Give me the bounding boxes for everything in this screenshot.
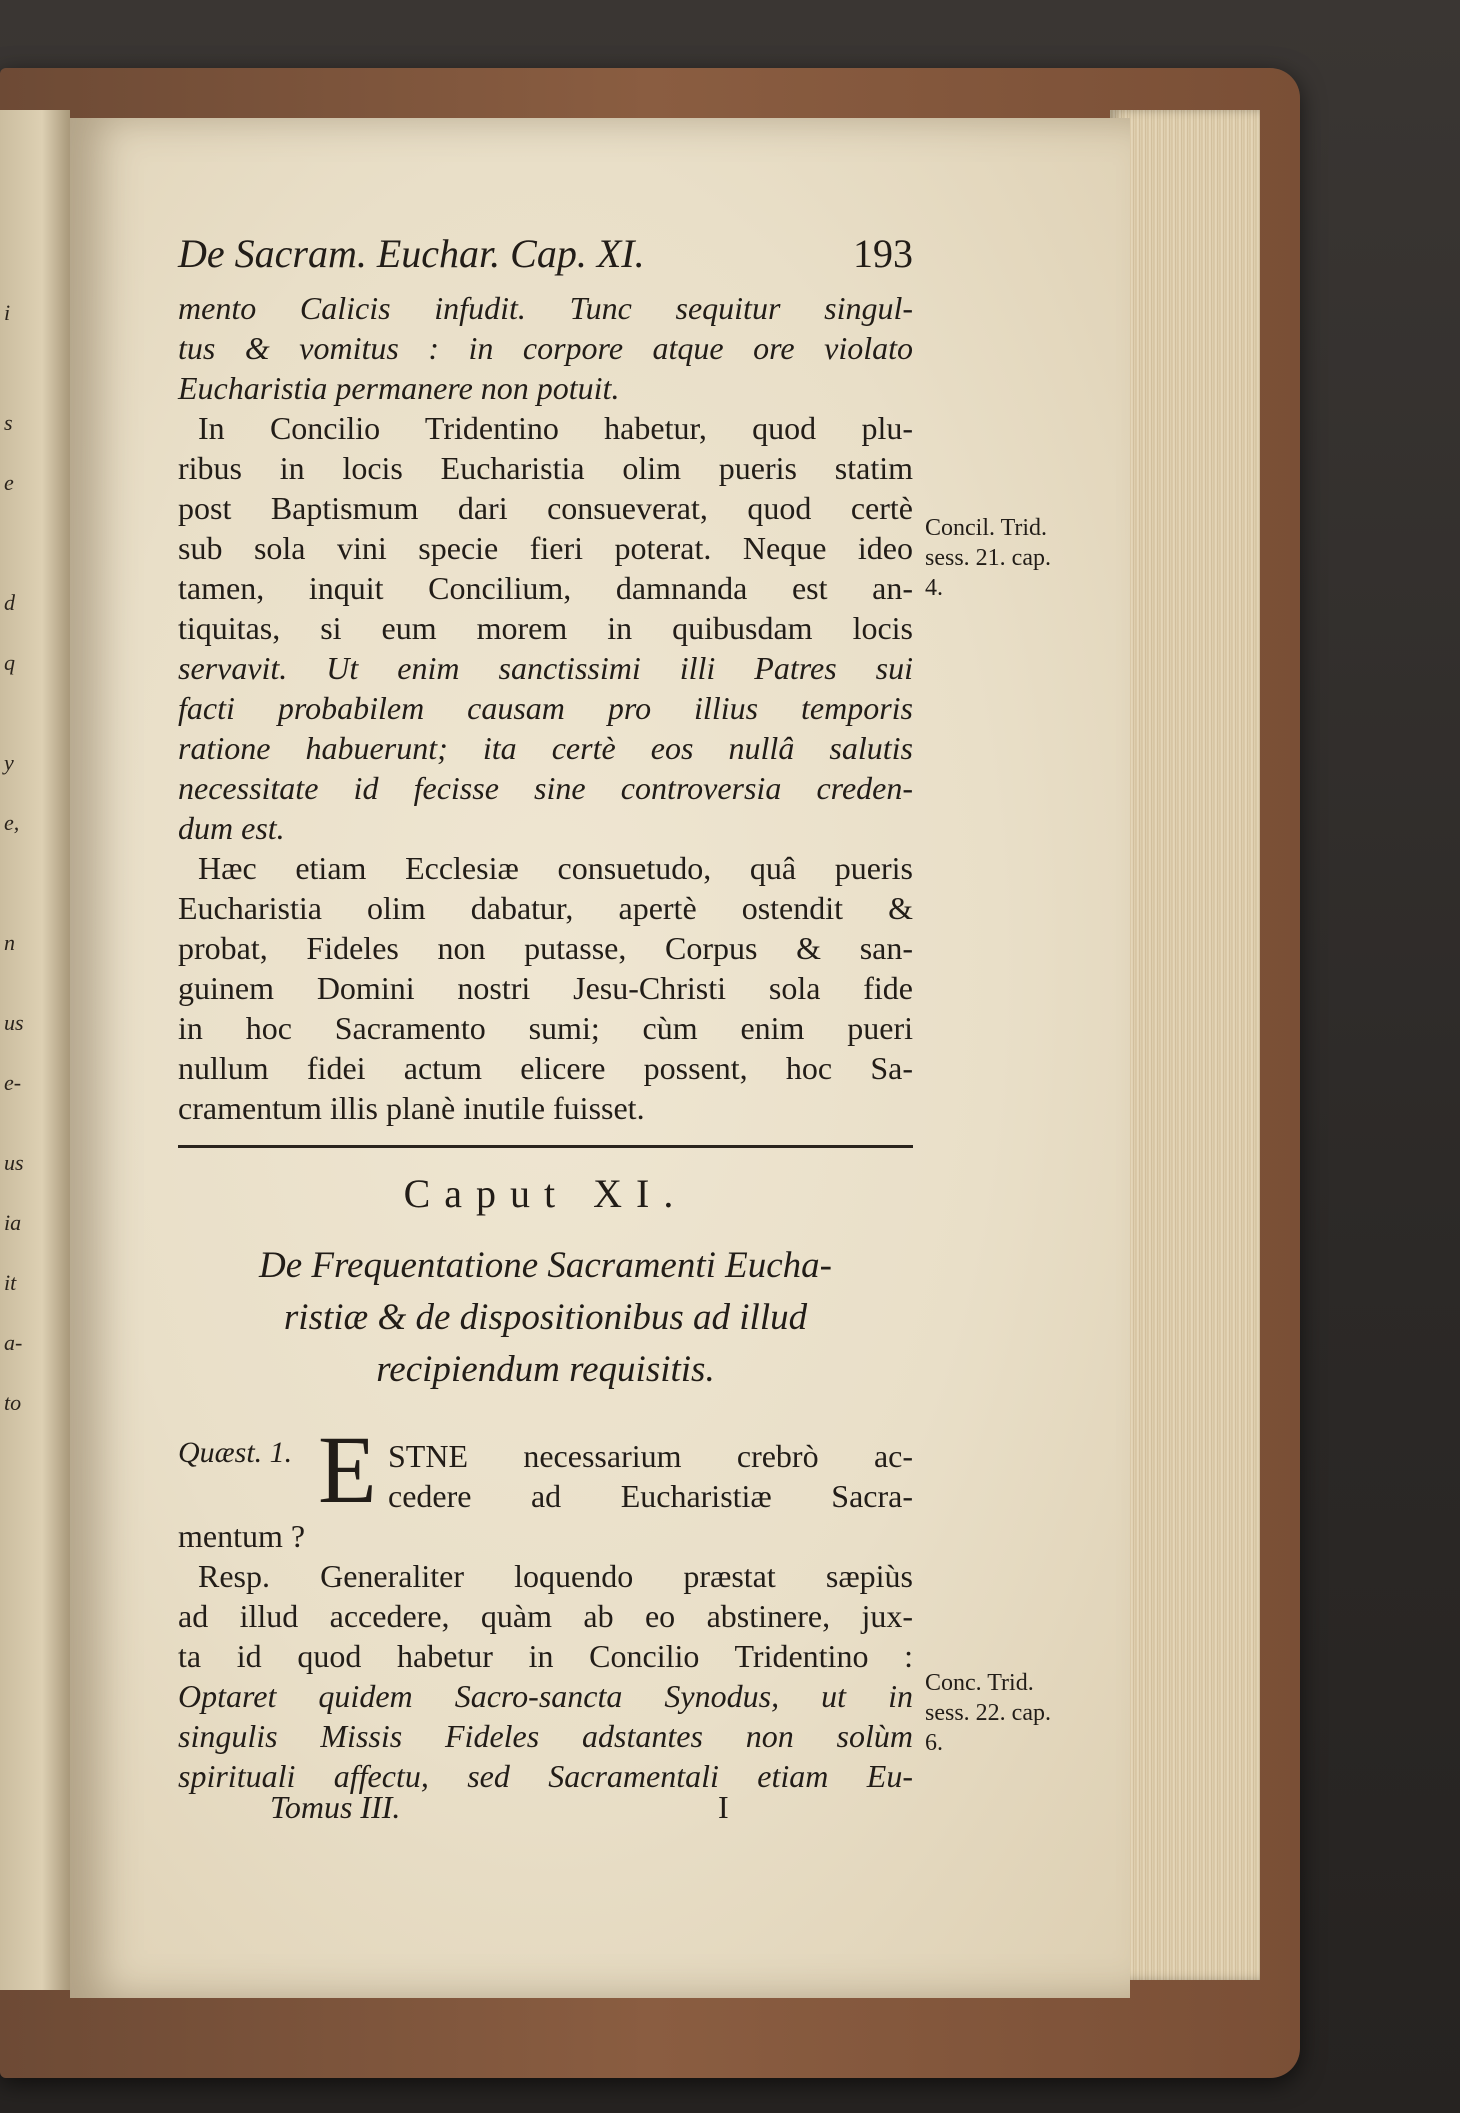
question-line: STNE necessarium crebrò ac- [388, 1438, 913, 1474]
margin-note-line: 4. [925, 575, 943, 601]
text-line: mento Calicis infudit. Tunc sequitur singul- [178, 290, 913, 326]
left-page-fragment: us [4, 1150, 24, 1175]
left-page-fragment: e [4, 470, 14, 495]
left-page-fragment: e- [4, 1070, 22, 1095]
left-page-fragment: y [4, 750, 14, 775]
text-line: singulis Missis Fideles adstantes non solùm [178, 1718, 913, 1754]
left-page-fragment: e, [4, 810, 20, 835]
question-line: mentum ? [178, 1518, 306, 1554]
chapter-title-line: recipiendum requisitis. [376, 1349, 715, 1390]
text-line: Resp. Generaliter loquendo præstat sæpiùs [198, 1558, 913, 1594]
chapter-title-line: ristiæ & de dispositionibus ad illud [283, 1297, 808, 1338]
left-page-fragment: i [4, 300, 11, 325]
question-line: cedere ad Eucharistiæ Sacra- [388, 1478, 913, 1514]
text-line: Optaret quidem Sacro-sancta Synodus, ut in [178, 1678, 913, 1714]
text-line: cramentum illis planè inutile fuisset. [178, 1090, 645, 1126]
text-line: dum est. [178, 810, 285, 846]
text-line: probat, Fideles non putasse, Corpus & san- [178, 930, 913, 966]
text-line: sub sola vini specie fieri poterat. Neque ideo [178, 530, 913, 566]
text-line: facti probabilem causam pro illius temporis [178, 690, 913, 726]
margin-note-line: sess. 21. cap. [925, 545, 1051, 571]
left-page-fragment: it [4, 1270, 17, 1295]
running-head [178, 230, 913, 277]
page-number: 193 [853, 231, 913, 276]
left-page-fragment: ia [4, 1210, 22, 1235]
section-rule [178, 1145, 913, 1148]
text-line: necessitate id fecisse sine controversia creden- [178, 770, 913, 806]
text-line: tamen, inquit Concilium, damnanda est an- [178, 570, 913, 606]
margin-note-line: 6. [925, 1730, 943, 1756]
text-line: In Concilio Tridentino habetur, quod plu- [198, 410, 913, 446]
text-line: ribus in locis Eucharistia olim pueris statim [178, 450, 913, 486]
text-line: Eucharistia permanere non potuit. [178, 370, 620, 406]
text-line: Hæc etiam Ecclesiæ consuetudo, quâ pueris [198, 850, 913, 886]
left-page-fragment: to [4, 1390, 22, 1415]
margin-note-concil [925, 513, 1051, 603]
text-line: ta id quod habetur in Concilio Tridentino : [178, 1638, 913, 1674]
margin-note-line: Concil. Trid. [925, 515, 1048, 541]
text-line: ratione habuerunt; ita certè eos nullâ salutis [178, 730, 913, 766]
text-line: post Baptismum dari consueverat, quod certè [178, 490, 913, 526]
left-page-fragment: us [4, 1010, 24, 1035]
text-line: tus & vomitus : in corpore atque ore violato [178, 330, 913, 366]
margin-note-conc [925, 1668, 1051, 1758]
text-line: in hoc Sacramento sumi; cùm enim pueri [178, 1010, 913, 1046]
left-page-fragment: d [4, 590, 15, 615]
left-page-fragment: a- [4, 1330, 23, 1355]
text-line: nullum fidei actum elicere possent, hoc Sa- [178, 1050, 913, 1086]
question-label: Quæst. 1. [178, 1436, 293, 1469]
running-head-title: De Sacram. Euchar. Cap. XI. [178, 231, 645, 276]
left-page-fragment: q [4, 650, 15, 675]
text-line: spirituali affectu, sed Sacramentali etiam Eu- [178, 1758, 913, 1794]
page-fore-edge [1110, 110, 1260, 1980]
footer-signature: Tomus III. [270, 1789, 401, 1825]
margin-note-line: sess. 22. cap. [925, 1700, 1051, 1726]
footer-gathering-mark: I [718, 1789, 729, 1825]
text-line: Eucharistia olim dabatur, apertè ostendit & [178, 890, 913, 926]
left-page-edge [0, 110, 70, 1990]
text-line: servavit. Ut enim sanctissimi illi Patres sui [178, 650, 913, 686]
text-line: guinem Domini nostri Jesu-Christi sola fide [178, 970, 913, 1006]
margin-note-line: Conc. Trid. [925, 1670, 1034, 1696]
text-line: ad illud accedere, quàm ab eo abstinere, jux- [178, 1598, 913, 1634]
text-line: tiquitas, si eum morem in quibusdam locis [178, 610, 913, 646]
left-page-fragment: s [4, 410, 13, 435]
chapter-heading: Caput XI. [403, 1171, 688, 1216]
left-page-fragments [0, 110, 60, 1990]
left-page-fragment: n [4, 930, 15, 955]
chapter-title-line: De Frequentatione Sacramenti Eucha- [259, 1245, 832, 1286]
book-page [70, 118, 1130, 1998]
drop-capital: E [318, 1416, 377, 1523]
